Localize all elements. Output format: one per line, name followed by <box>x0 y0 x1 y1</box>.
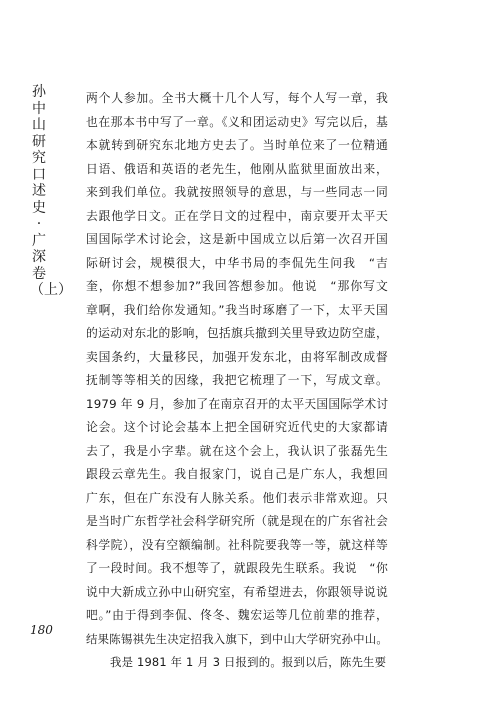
text-line: 两个人参加。全书大概十几个人写，每个人写一章，我 <box>86 91 388 105</box>
text-line: 是当时广东哲学社会科学研究所（就是现在的广东省社会 <box>86 514 388 528</box>
text-line: 论会。这个讨论会基本上把全国研究近代史的大家都请 <box>86 420 388 434</box>
text-line: 章啊，我们给你发通知。”我当时琢磨了一下，太平天国 <box>86 302 388 317</box>
text-line: 我是 1981 年 1 月 3 日报到的。报到以后，陈先生要 <box>110 655 387 669</box>
text-line: 日语、俄语和英语的老先生，他刚从监狱里面放出来， <box>86 161 388 176</box>
page-number: 180 <box>30 623 53 637</box>
text-line: 了一段时间。我不想等了，就跟段先生联系。我说 “你 <box>86 561 388 575</box>
text-line: 来到我们单位。我就按照领导的意思，与一些同志一同 <box>86 185 388 199</box>
text-line: 去跟他学日文。正在学日文的过程中，南京要开太平天 <box>86 208 388 223</box>
text-line: 卖国条约，大量移民，加强开发东北，由将军制改成督 <box>86 349 388 364</box>
text-line: 广东，但在广东没有人脉关系。他们表示非常欢迎。只 <box>86 490 388 505</box>
text-line: 去了，我是小字辈。就在这个会上，我认识了张磊先生 <box>86 443 388 458</box>
running-title: 孙中山研究口述史·广深卷（上） <box>30 84 72 298</box>
text-line: 科学院），没有空额编制。社科院要我等一等，就这样等 <box>86 537 388 552</box>
text-line: 国国际学术讨论会，这是新中国成立以后第一次召开国 <box>86 232 388 246</box>
text-line: 抚制等等相关的因缘，我把它梳理了一下，写成文章。 <box>86 373 388 387</box>
text-line: 本就转到研究东北地方史去了。当时单位来了一位精通 <box>86 138 388 152</box>
text-line: 1979 年 9 月，参加了在南京召开的太平天国国际学术讨 <box>86 396 389 411</box>
text-line: 也在那本书中写了一章。《义和团运动史》写完以后，基 <box>86 114 388 129</box>
text-line: 说中大新成立孙中山研究室，有希望进去，你跟领导说说 <box>86 584 388 599</box>
text-line: 结果陈锡祺先生决定招我入旗下，到中山大学研究孙中山。 <box>86 631 388 646</box>
text-line: 吧。”由于得到李侃、佟冬、魏宏运等几位前辈的推荐， <box>86 608 388 622</box>
text-line: 际研讨会，规模很大，中华书局的李侃先生问我 “吉 <box>86 255 388 270</box>
text-line: 的运动对东北的影响，包括旗兵撤到关里导致边防空虚， <box>86 326 388 340</box>
text-line: 跟段云章先生。我自报家门，说自己是广东人，我想回 <box>86 467 388 481</box>
text-line: 奎，你想不想参加?”我回答想参加。他说 “那你写文 <box>86 279 388 293</box>
body-text <box>86 87 388 675</box>
